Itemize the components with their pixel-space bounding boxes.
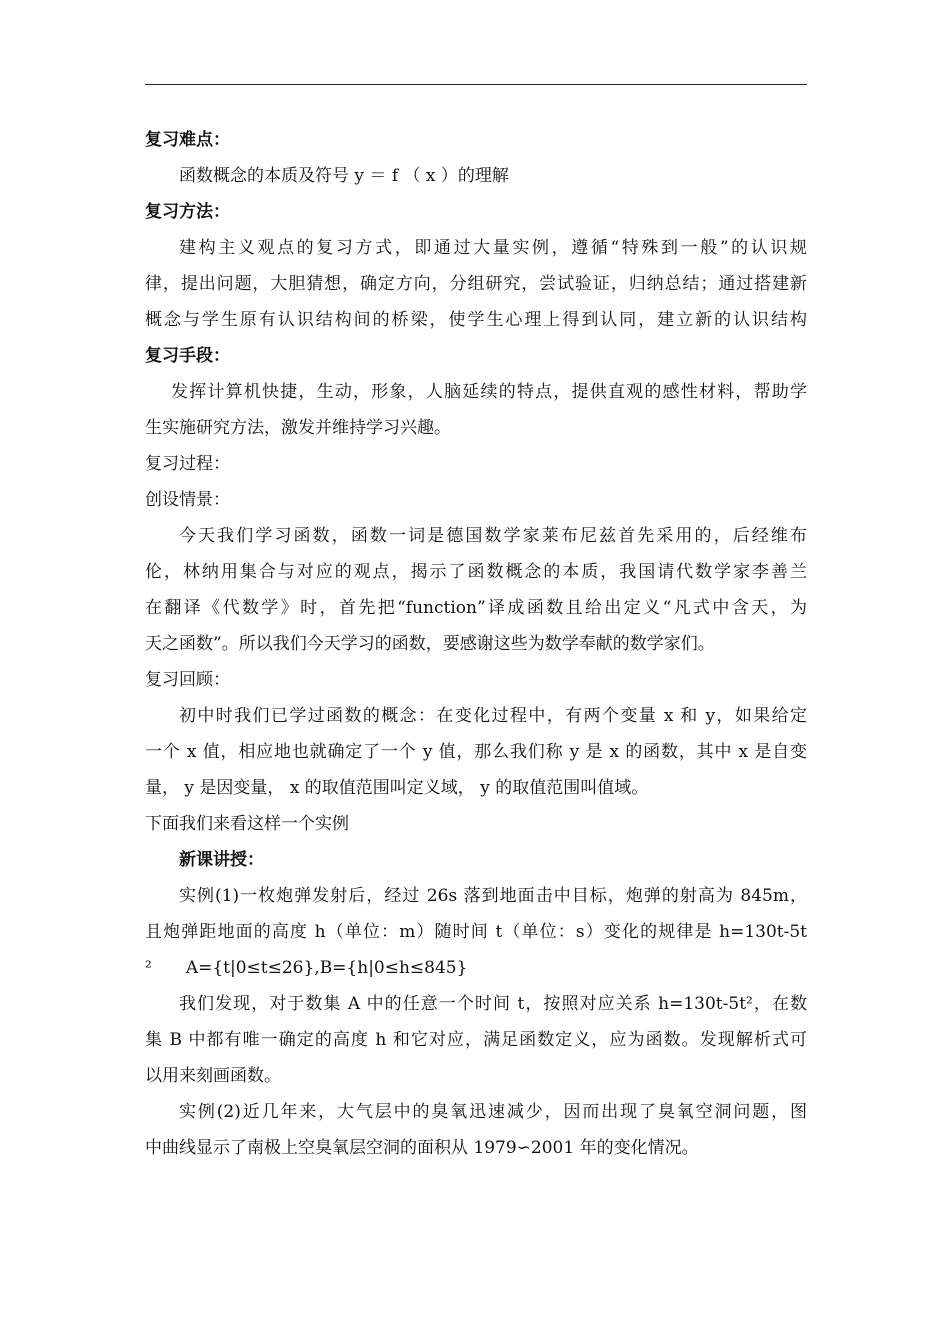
text-line: 天之函数”。所以我们今天学习的函数，要感谢这些为数学奉献的数学家们。 <box>145 634 715 654</box>
text-line: 下面我们来看这样一个实例 <box>145 814 349 834</box>
text-line: 实例(1)一枚炮弹发射后，经过 26s 落到地面击中目标，炮弹的射高为 845m， <box>179 886 807 906</box>
text-line: 中曲线显示了南极上空臭氧层空洞的面积从 1979∽2001 年的变化情况。 <box>145 1138 699 1158</box>
text-line: 量， y 是因变量， x 的取值范围叫定义域， y 的取值范围叫值域。 <box>145 778 649 798</box>
text-line: 今天我们学习函数，函数一词是德国数学家莱布尼兹首先采用的，后经维布 <box>179 526 807 546</box>
header-rule <box>145 84 807 85</box>
text-line: 初中时我们已学过函数的概念：在变化过程中，有两个变量 x 和 y，如果给定 <box>179 706 807 726</box>
text-line: 发挥计算机快捷，生动，形象，人脑延续的特点，提供直观的感性材料，帮助学 <box>171 382 807 402</box>
text-line: ² A={t|0≤t≤26},B={h|0≤h≤845} <box>145 958 468 978</box>
text-line: 函数概念的本质及符号 y ＝ f （ x ）的理解 <box>179 166 509 186</box>
text-line: 我们发现，对于数集 A 中的任意一个时间 t，按照对应关系 h=130t-5t²，在数 <box>179 994 807 1014</box>
text-line: 以用来刻画函数。 <box>145 1066 281 1086</box>
section-heading: 复习难点： <box>145 130 230 150</box>
section-heading: 新课讲授： <box>179 850 264 870</box>
text-line: 集 B 中都有唯一确定的高度 h 和它对应，满足函数定义，应为函数。发现解析式可 <box>145 1030 807 1050</box>
section-heading: 复习手段： <box>145 346 230 366</box>
text-line: 在翻译《代数学》时，首先把“function”译成函数且给出定义“凡式中含天，为 <box>145 598 807 618</box>
text-line: 复习回顾： <box>145 670 230 690</box>
text-line: 律，提出问题，大胆猜想，确定方向，分组研究，尝试验证，归纳总结；通过搭建新 <box>145 274 807 294</box>
text-line: 实例(2)近几年来，大气层中的臭氧迅速减少，因而出现了臭氧空洞问题，图 <box>179 1102 807 1122</box>
text-line: 复习过程： <box>145 454 230 474</box>
text-line: 建构主义观点的复习方式，即通过大量实例，遵循“特殊到一般”的认识规 <box>179 238 807 258</box>
document-body <box>145 122 807 1166</box>
text-line: 伦，林纳用集合与对应的观点，揭示了函数概念的本质，我国请代数学家李善兰 <box>145 562 807 582</box>
text-line: 创设情景： <box>145 490 230 510</box>
text-line: 概念与学生原有认识结构间的桥梁，使学生心理上得到认同，建立新的认识结构 <box>145 310 807 330</box>
text-line: 且炮弹距地面的高度 h（单位：m）随时间 t（单位：s）变化的规律是 h=130t-5t <box>145 922 807 942</box>
text-line: 生实施研究方法，激发并维持学习兴趣。 <box>145 418 451 438</box>
text-line: 一个 x 值，相应地也就确定了一个 y 值，那么我们称 y 是 x 的函数，其中 x 是自变 <box>145 742 807 762</box>
section-heading: 复习方法： <box>145 202 230 222</box>
